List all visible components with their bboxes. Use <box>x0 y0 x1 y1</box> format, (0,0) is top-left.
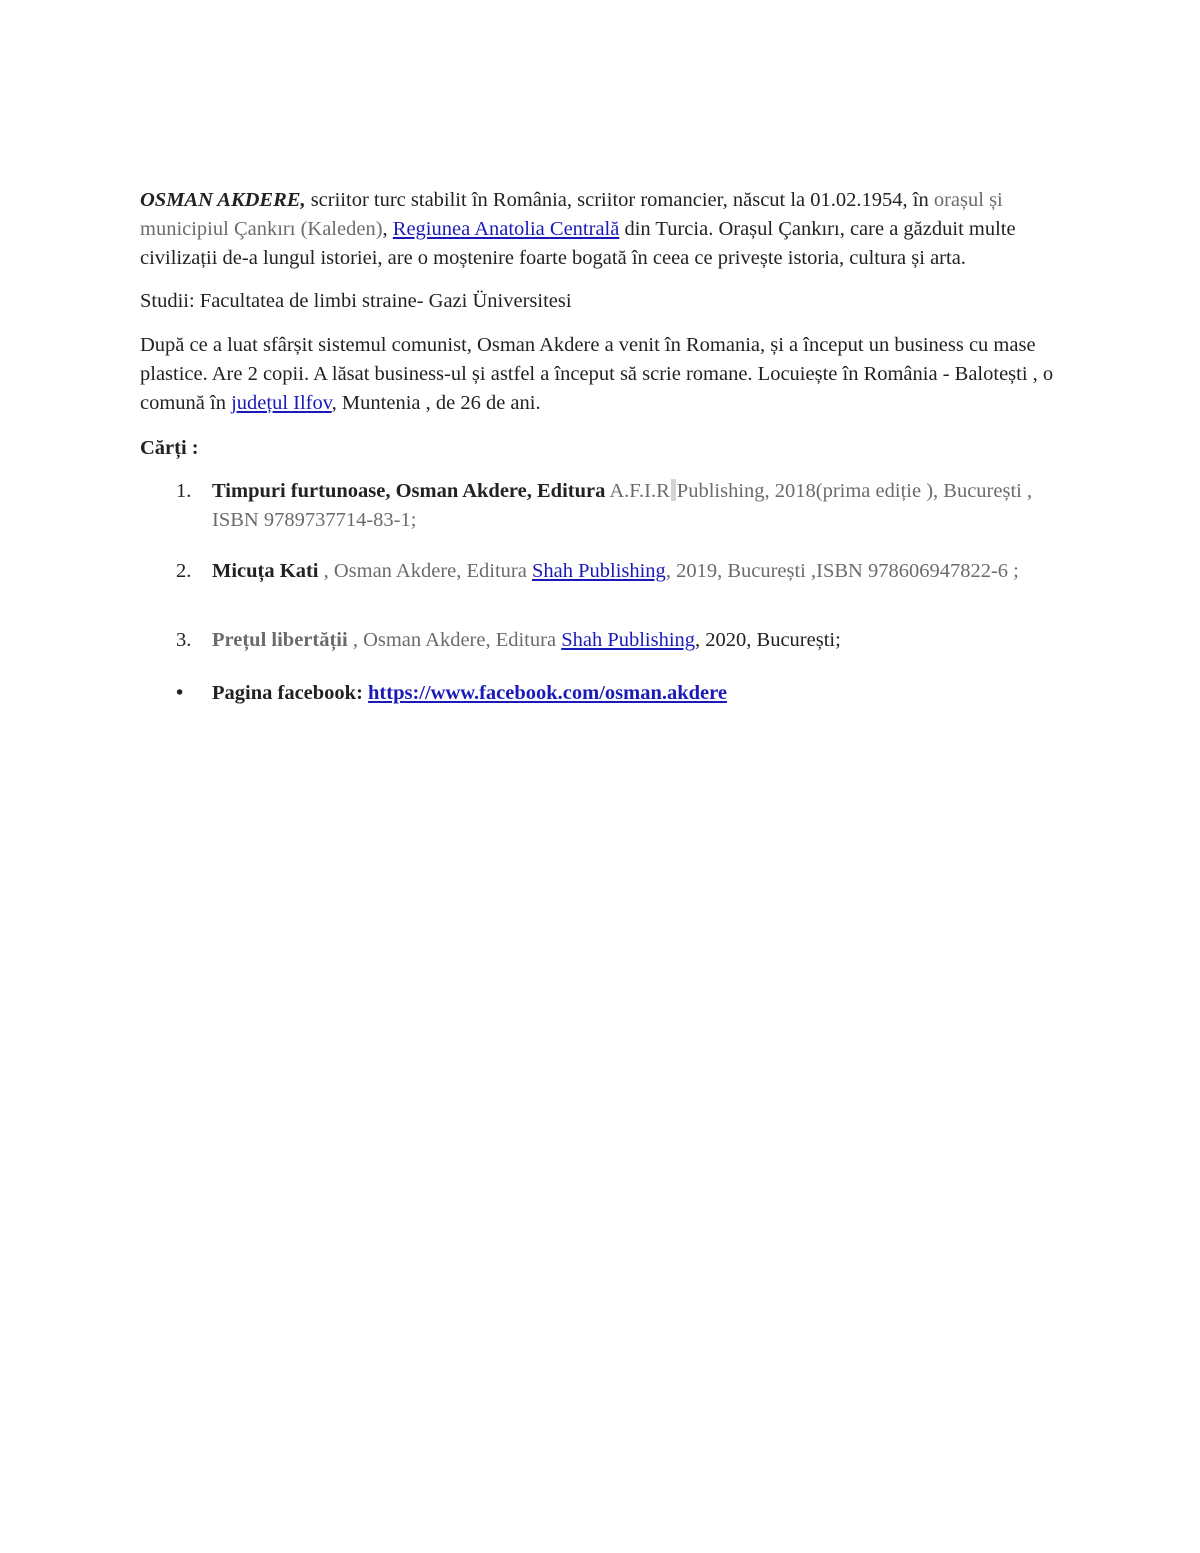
book-title: Prețul libertății <box>212 629 348 651</box>
book-details: , 2020, București; <box>695 629 841 651</box>
facebook-link[interactable]: https://www.facebook.com/osman.akdere <box>368 682 727 704</box>
book-details: , Osman Akdere, Editura <box>347 629 562 651</box>
county-link[interactable]: județul Ilfov <box>231 392 332 414</box>
book-number: 1. <box>176 480 192 502</box>
intro-city-text: orașul și municipiul Çankırı (Kaleden) <box>140 189 1003 240</box>
bio-paragraph <box>140 331 1070 418</box>
book-number: 3. <box>176 629 192 651</box>
book-number: 2. <box>176 560 192 582</box>
author-name: OSMAN AKDERE, <box>140 189 306 211</box>
intro-text-2: , <box>382 218 393 240</box>
region-link[interactable]: Regiunea Anatolia Centrală <box>392 218 620 240</box>
text-cursor-marker <box>671 479 676 501</box>
book-item <box>140 477 1070 535</box>
bio-text-2: , Muntenia , de 26 de ani. <box>331 392 541 414</box>
book-details: , Osman Akdere, Editura <box>318 560 532 582</box>
document-body <box>140 186 1070 708</box>
studies-paragraph: Studii: Facultatea de limbi straine- Gazi Üniversitesi <box>140 290 572 312</box>
bullet-icon: • <box>176 682 184 704</box>
publisher-link[interactable]: Shah Publishing <box>561 629 696 651</box>
book-details: Publishing, 2018(prima ediție ), București , ISBN 9789737714-83-1; <box>212 480 1033 531</box>
publisher-link[interactable]: Shah Publishing <box>531 560 666 582</box>
facebook-label: Pagina facebook: <box>212 682 369 704</box>
intro-paragraph <box>140 186 1070 273</box>
book-publisher-text: A.F.I.R <box>605 480 670 502</box>
books-heading: Cărți : <box>140 437 199 459</box>
facebook-item <box>140 679 1070 708</box>
bio-text-1: După ce a luat sfârșit sistemul comunist, Osman Akdere a venit în Romania, și a început un business cu mase plastice. Are 2 copii. A lăsat business-ul și astfel a început să scrie romane. Locuiește în România - Balotești , o comună în <box>140 334 1054 414</box>
intro-text-1: scriitor turc stabilit în România, scriitor romancier, născut la 01.02.1954, în <box>305 189 934 211</box>
book-title: Timpuri furtunoase, Osman Akdere, Editura <box>212 480 606 502</box>
book-item <box>140 626 1070 655</box>
book-details: , 2019, București ,ISBN 978606947822-6 ; <box>665 560 1019 582</box>
book-list <box>140 477 1070 655</box>
intro-text-3: din Turcia. Orașul Çankırı, care a găzduit multe civilizații de-a lungul istoriei, are o moștenire foarte bogată în ceea ce privește istoria, cultura și arta. <box>140 218 1016 269</box>
book-title: Micuța Kati <box>212 560 319 582</box>
book-item <box>140 557 1070 586</box>
